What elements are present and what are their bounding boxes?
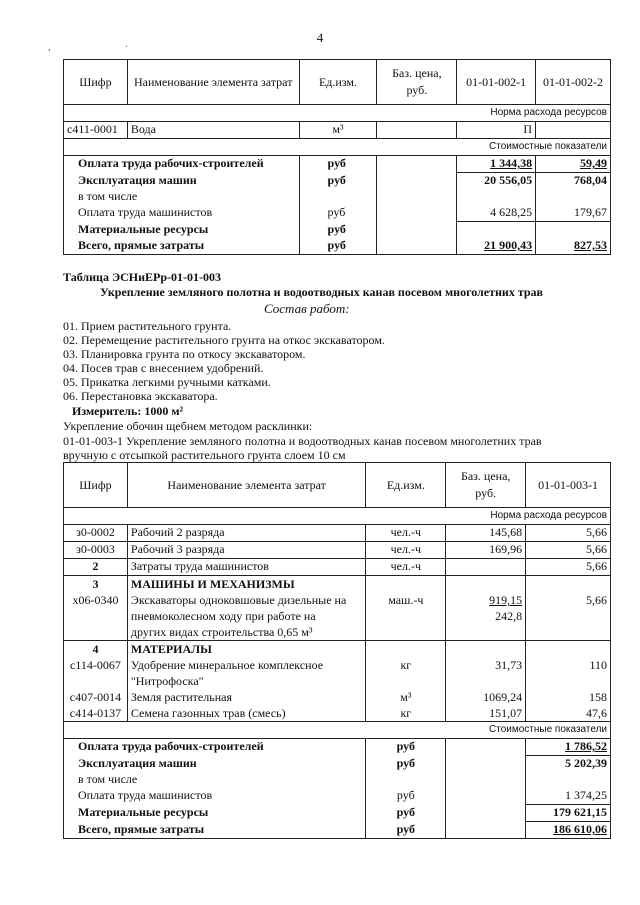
meter: Измеритель: 1000 м²	[72, 404, 184, 418]
unit-cell	[366, 641, 446, 722]
code-cell: с411-0001	[64, 122, 128, 139]
cost-label: Стоимостные показатели	[64, 139, 611, 156]
cost-unit: руб	[299, 156, 377, 173]
section-title: МАШИНЫ И МЕХАНИЗМЫ	[130, 577, 295, 591]
cost-value: 5 202,39	[526, 756, 611, 773]
note-line: 01-01-003-1 Укрепление земляного полотна и водоотводных канав посевом многолетних трав	[63, 434, 542, 448]
cost-row	[64, 156, 611, 173]
price-cell: 169,96	[446, 542, 526, 559]
table-01-01-002	[63, 59, 611, 255]
note-line: Укрепление обочин щебнем методом расклинки:	[63, 419, 313, 433]
norma-label: Норма расхода ресурсов	[64, 105, 611, 122]
header-cell: Баз. цена, руб.	[377, 60, 457, 105]
value-cell: 5,66	[526, 576, 611, 641]
table-subtitle: Укрепление земляного полотна и водоотводных канав посевом многолетних трав	[100, 285, 544, 299]
value: 47,6	[586, 706, 607, 720]
section-number: 3	[92, 577, 99, 591]
cost-value: 21 900,43	[457, 238, 536, 255]
value: 158	[589, 690, 607, 704]
header-cell: Баз. цена, руб.	[446, 463, 526, 508]
cost-unit: руб	[366, 822, 446, 839]
cost-name: Всего, прямые затраты	[64, 822, 366, 839]
unit-value: кг	[400, 706, 412, 720]
header-cell: Наименование элемента затрат	[127, 463, 365, 508]
table-row	[64, 525, 611, 542]
section-cell	[64, 641, 128, 722]
cost-row	[64, 222, 611, 239]
work-item: 05. Прикатка легкими ручными катками.	[63, 375, 271, 389]
name-cell: Рабочий 3 разряда	[127, 542, 365, 559]
cost-value: 186 610,06	[526, 822, 611, 839]
work-item: 03. Планировка грунта по откосу экскаватором.	[63, 347, 306, 361]
cost-name: Эксплуатация машин	[64, 173, 300, 190]
code-cell: с414-0137	[69, 706, 122, 720]
cost-row	[64, 739, 611, 756]
cost-name: в том числе	[64, 189, 300, 205]
works-title: Состав работ:	[264, 301, 350, 316]
cost-unit: руб	[299, 205, 377, 222]
name-line: других видах строительства 0,65 м³	[130, 625, 313, 639]
header-cell: Шифр	[64, 463, 128, 508]
section-cell	[64, 576, 128, 641]
value-cell: 5,66	[526, 542, 611, 559]
section-row	[64, 641, 611, 722]
scan-marks: , ·	[48, 42, 165, 53]
name-line: Семена газонных трав (смесь)	[130, 706, 286, 720]
value-cell	[536, 122, 611, 139]
name-line: "Нитрофоска"	[130, 674, 204, 688]
note-line: вручную с отсыпкой растительного грунта слоем 10 см	[63, 448, 346, 462]
code-cell: з0-0002	[64, 525, 128, 542]
cost-unit: руб	[366, 756, 446, 773]
header-cell: Ед.изм.	[366, 463, 446, 508]
table-row	[64, 122, 611, 139]
unit-cell: чел.-ч	[366, 525, 446, 542]
cost-unit: руб	[366, 805, 446, 822]
value-cell: П	[457, 122, 536, 139]
unit-cell: м³	[299, 122, 377, 139]
cost-row	[64, 205, 611, 222]
cost-value: 1 374,25	[526, 788, 611, 805]
price-cell	[446, 576, 526, 641]
value-cell: 5,66	[526, 559, 611, 576]
name-line: Экскаваторы одноковшовые дизельные на	[130, 593, 347, 607]
price-value: 31,73	[495, 658, 523, 672]
section-title: МАТЕРИАЛЫ	[130, 642, 212, 656]
cost-unit: руб	[299, 173, 377, 190]
unit-cell: чел.-ч	[366, 559, 446, 576]
cost-row	[64, 189, 611, 205]
table-row	[64, 542, 611, 559]
cost-row	[64, 822, 611, 839]
header-cell: 01-01-002-1	[457, 60, 536, 105]
unit-value: кг	[400, 658, 412, 672]
table-header-row	[64, 463, 611, 508]
cost-row	[64, 173, 611, 190]
cost-value: 4 628,25	[457, 205, 536, 222]
name-cell: Вода	[127, 122, 299, 139]
cost-name: Всего, прямые затраты	[64, 238, 300, 255]
price-cell	[446, 559, 526, 576]
section-number: 4	[92, 642, 99, 656]
price-value: 919,15	[489, 593, 523, 607]
cost-unit: руб	[366, 739, 446, 756]
table-header-row	[64, 60, 611, 105]
table-row	[64, 559, 611, 576]
section-row	[64, 576, 611, 641]
name-line: Удобрение минеральное комплексное	[130, 658, 324, 672]
price-cell: 145,68	[446, 525, 526, 542]
price-value: 242,8	[495, 609, 523, 623]
cost-name: Оплата труда машинистов	[64, 205, 300, 222]
cost-row	[64, 756, 611, 773]
cost-unit: руб	[299, 222, 377, 239]
unit-value: м³	[400, 690, 412, 704]
code-cell: 2	[64, 559, 128, 576]
price-cell	[446, 641, 526, 722]
cost-name: Оплата труда рабочих-строителей	[64, 739, 366, 756]
name-cell: Рабочий 2 разряда	[127, 525, 365, 542]
name-line: пневмоколесном ходу при работе на	[130, 609, 316, 623]
cost-value: 59,49	[536, 156, 611, 173]
cost-value: 179,67	[536, 205, 611, 222]
page-number: 4	[316, 30, 324, 45]
unit-cell: чел.-ч	[366, 542, 446, 559]
table-01-01-003	[63, 462, 611, 839]
cost-value: 768,04	[536, 173, 611, 190]
cost-name: Оплата труда машинистов	[64, 788, 366, 805]
code-cell: с114-0067	[70, 658, 121, 672]
work-item: 04. Посев трав с внесением удобрений.	[63, 361, 264, 375]
cost-name: Эксплуатация машин	[64, 756, 366, 773]
table-title: Таблица ЭСНиЕРр-01-01-003	[63, 270, 222, 284]
cost-value: 827,53	[536, 238, 611, 255]
cost-name: Материальные ресурсы	[64, 222, 300, 239]
code-cell: х06-0340	[72, 593, 119, 607]
value-cell	[526, 641, 611, 722]
cost-row	[64, 238, 611, 255]
cost-name: Материальные ресурсы	[64, 805, 366, 822]
norma-label: Норма расхода ресурсов	[64, 508, 611, 525]
code-cell: с407-0014	[69, 690, 122, 704]
price-value: 151,07	[489, 706, 523, 720]
value: 110	[589, 658, 607, 672]
section-name-cell	[127, 576, 365, 641]
header-cell: Наименование элемента затрат	[127, 60, 299, 105]
unit-cell: маш.-ч	[366, 576, 446, 641]
cost-name: Оплата труда рабочих-строителей	[64, 156, 300, 173]
cost-value: 1 786,52	[526, 739, 611, 756]
work-item: 01. Прием растительного грунта.	[63, 319, 232, 333]
value-cell: 5,66	[526, 525, 611, 542]
cost-value: 179 621,15	[526, 805, 611, 822]
code-cell: з0-0003	[64, 542, 128, 559]
price-value: 1069,24	[483, 690, 523, 704]
cost-unit: руб	[299, 238, 377, 255]
cost-name: в том числе	[64, 772, 366, 788]
name-line: Земля растительная	[130, 690, 232, 704]
header-cell: 01-01-003-1	[526, 463, 611, 508]
name-cell: Затраты труда машинистов	[127, 559, 365, 576]
cost-unit: руб	[366, 788, 446, 805]
cost-row	[64, 772, 611, 788]
cost-row	[64, 805, 611, 822]
price-cell	[377, 122, 457, 139]
header-cell: 01-01-002-2	[536, 60, 611, 105]
header-cell: Шифр	[64, 60, 128, 105]
section-name-cell	[127, 641, 365, 722]
cost-value: 20 556,05	[457, 173, 536, 190]
cost-row	[64, 788, 611, 805]
cost-label: Стоимостные показатели	[64, 722, 611, 739]
work-item: 06. Перестановка экскаватора.	[63, 389, 218, 403]
header-cell: Ед.изм.	[299, 60, 377, 105]
work-item: 02. Перемещение растительного грунта на откос экскаватором.	[63, 333, 385, 347]
cost-value: 1 344,38	[457, 156, 536, 173]
